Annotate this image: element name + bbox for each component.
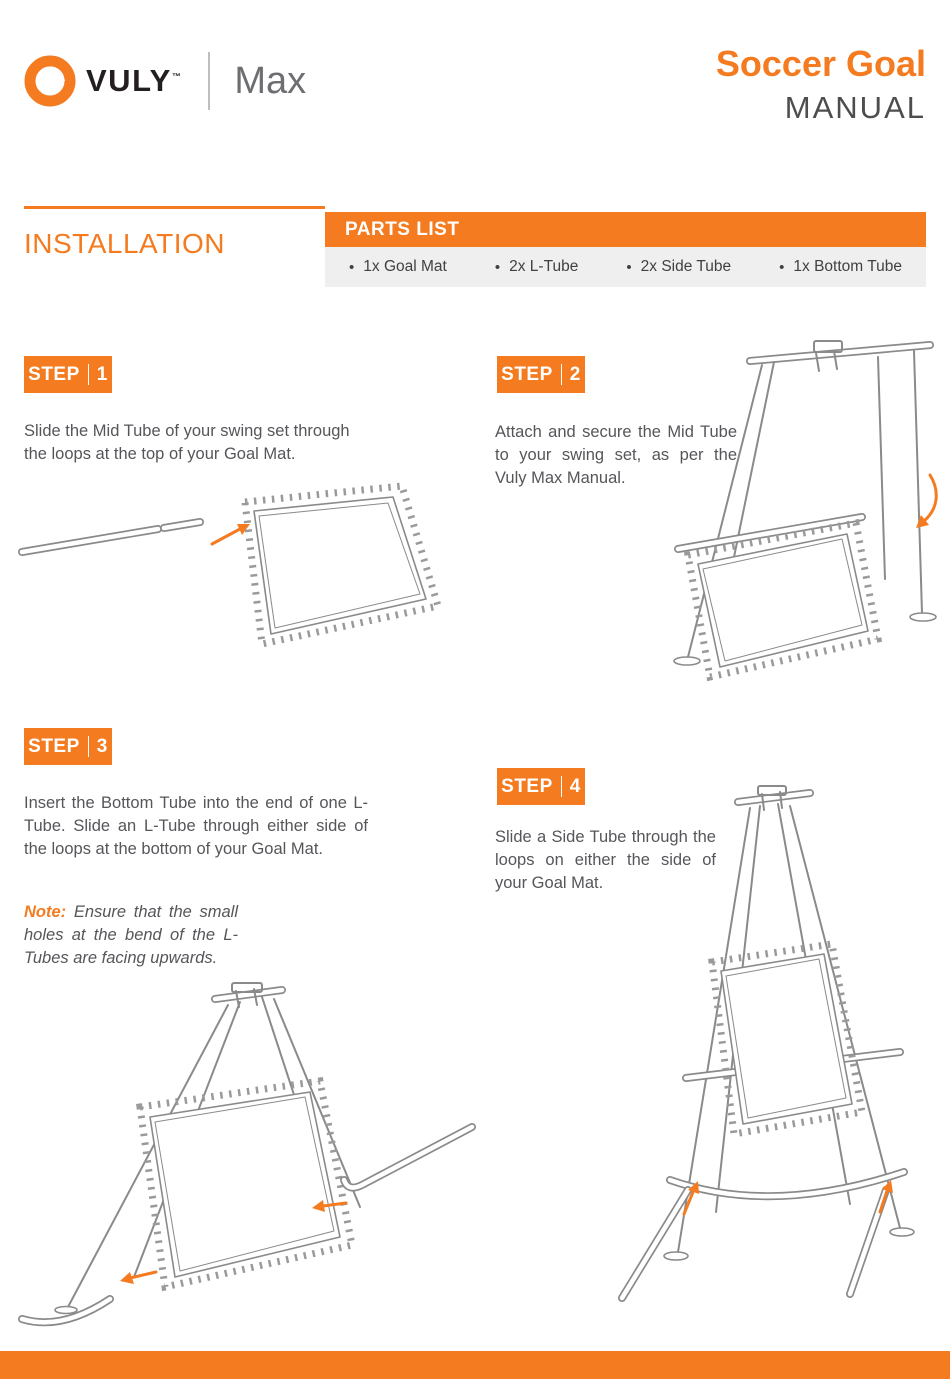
part-item (779, 258, 902, 276)
note-text: Ensure that the small holes at the bend of the L-Tubes are facing upwards. (24, 903, 238, 967)
badge-divider (88, 736, 89, 757)
step-number: 1 (96, 363, 108, 385)
step-label: STEP (28, 363, 80, 385)
arrow-icon (212, 529, 240, 544)
parts-list-items (325, 247, 926, 287)
step-4-illustration (592, 780, 944, 1315)
step-2-illustration (668, 325, 943, 710)
step-number: 4 (569, 775, 581, 797)
doc-subtitle: MANUAL (784, 89, 926, 125)
note-label: Note: (24, 903, 67, 921)
step-3-badge (24, 728, 112, 765)
trademark-symbol: ™ (171, 71, 183, 82)
bullet-icon: • (349, 258, 355, 276)
bullet-icon: • (494, 258, 501, 276)
goal-mat (721, 954, 852, 1124)
step-4-text: Slide a Side Tube through the loops on either the side of your Goal Mat. (495, 828, 716, 892)
goal-mat (150, 1092, 340, 1277)
part-item (349, 258, 447, 276)
step-4-badge (497, 768, 585, 805)
badge-divider (561, 776, 562, 797)
step-1-text: Slide the Mid Tube of your swing set through the loops at the top of your Goal Mat. (24, 422, 350, 463)
step-number: 2 (569, 363, 581, 385)
part-item-label: 2x L-Tube (509, 258, 579, 275)
part-item (495, 258, 578, 276)
step-2-text: Attach and secure the Mid Tube to your swing set, as per the Vuly Max Manual. (495, 423, 737, 487)
arrow-icon (924, 475, 936, 521)
installation-rule (24, 206, 325, 209)
step-number: 3 (96, 735, 108, 757)
step-label: STEP (501, 363, 553, 385)
step-3-note (24, 901, 238, 969)
product-name: Max (234, 59, 307, 102)
step-label: STEP (501, 775, 553, 797)
footer-bar (0, 1351, 950, 1379)
header-logo-group (24, 52, 306, 110)
step-1-badge (24, 356, 112, 393)
vuly-logo-icon (24, 55, 76, 107)
part-item (626, 258, 731, 276)
doc-title-group (716, 44, 926, 126)
step-1-illustration (12, 462, 457, 682)
badge-divider (88, 364, 89, 385)
brand-divider (208, 52, 210, 110)
part-item-label: 1x Bottom Tube (793, 258, 902, 275)
brand-text: VULY (86, 63, 172, 98)
step-2-badge (497, 356, 585, 393)
doc-title: Soccer Goal (715, 43, 926, 84)
brand-name (86, 63, 182, 99)
step-3-text: Insert the Bottom Tube into the end of one L-Tube. Slide an L-Tube through either side of the loops at the bottom of your Goal Mat. (24, 794, 368, 858)
arrowhead-icon (120, 1272, 134, 1284)
step-label: STEP (28, 735, 80, 757)
badge-divider (561, 364, 562, 385)
installation-title: INSTALLATION (24, 228, 226, 259)
step-3-illustration (10, 975, 490, 1350)
bullet-icon: • (779, 258, 785, 276)
bullet-icon: • (626, 258, 632, 276)
parts-list-header: PARTS LIST (325, 212, 926, 247)
part-item-label: 1x Goal Mat (363, 258, 447, 275)
part-item-label: 2x Side Tube (640, 258, 732, 275)
goal-mat (254, 497, 426, 634)
